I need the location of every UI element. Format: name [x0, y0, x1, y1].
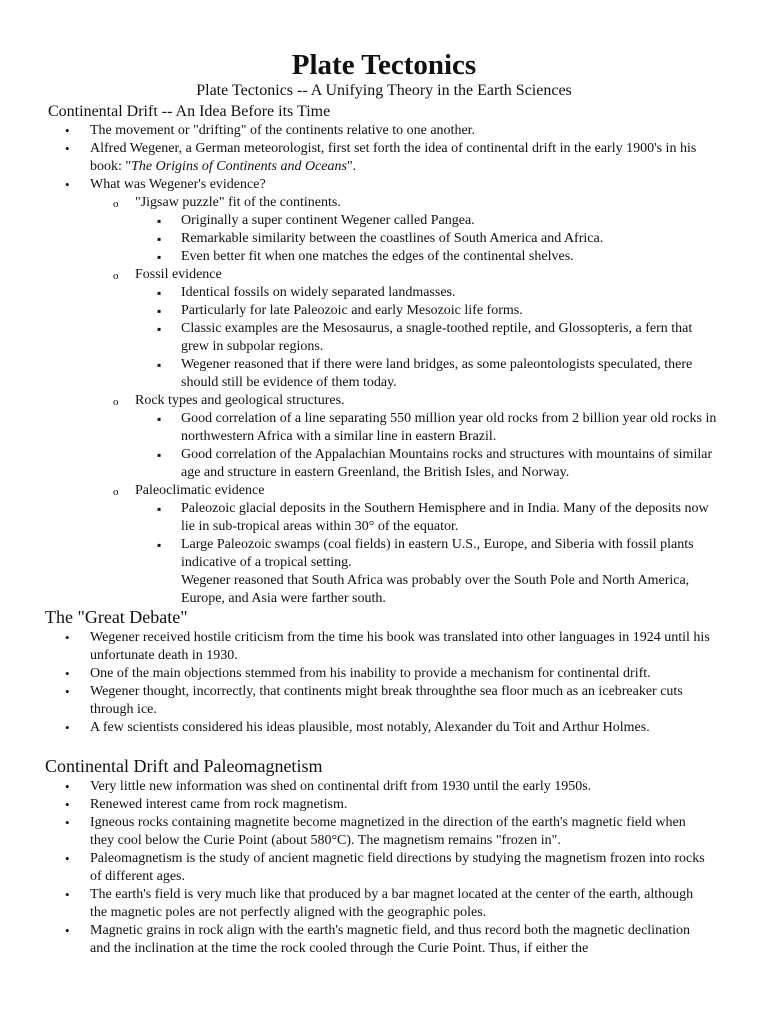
evidence-item: o "Jigsaw puzzle" fit of the continents. [0, 194, 768, 212]
list-item: • The movement or "drifting" of the continents relative to one another. [0, 122, 768, 140]
paleoclimate-note: Wegener reasoned that South Africa was probably over the South Pole and North America, Europe, and Asia were farther south. [181, 573, 690, 606]
detail-item: ▪ Originally a super continent Wegener called Pangea. [0, 212, 768, 230]
detail-item: ▪ Large Paleozoic swamps (coal fields) in eastern U.S., Europe, and Siberia with fossil plants indicative of a tropical setting. [0, 536, 768, 572]
evidence-item: o Rock types and geological structures. [0, 392, 768, 410]
evidence-item: o Fossil evidence [0, 266, 768, 284]
section-great-debate [0, 605, 768, 737]
sub-list-container [0, 194, 768, 608]
section-continental-drift [0, 102, 768, 608]
text-span: Alfred Wegener, a German meteorologist, first set forth the idea of continental drift in the early 1900's in his book: " [90, 141, 697, 174]
detail-item: ▪ Classic examples are the Mesosaurus, a snagle-toothed reptile, and Glossopteris, a fern that grew in subpolar regions. [0, 320, 768, 356]
sub-list-container [0, 500, 768, 608]
list-item [0, 140, 768, 176]
list-item: • Paleomagnetism is the study of ancient magnetic field directions by studying the magnetism frozen into rocks of different ages. [0, 850, 768, 886]
section-paleomagnetism [0, 754, 768, 958]
list-item: • What was Wegener's evidence? [0, 176, 768, 194]
list-item: • Renewed interest came from rock magnetism. [0, 796, 768, 814]
list-item: • Igneous rocks containing magnetite become magnetized in the direction of the earth's magnetic field when they cool below the Curie Point (about 580°C). The magnetism remains "frozen in". [0, 814, 768, 850]
bullet-list [0, 778, 768, 958]
list-item: • The earth's field is very much like that produced by a bar magnet located at the center of the earth, although the magnetic poles are not perfectly aligned with the geographic poles. [0, 886, 768, 922]
book-title: The Origins of Continents and Oceans [131, 159, 347, 174]
sub-list-container [0, 410, 768, 482]
list-item: • Wegener thought, incorrectly, that continents might break throughthe sea floor much as an icebreaker cuts through ice. [0, 683, 768, 719]
page-title: Plate Tectonics [291, 49, 477, 81]
text-span: ". [346, 159, 357, 174]
sub-list-container [0, 212, 768, 266]
detail-item: ▪ Even better fit when one matches the edges of the continental shelves. [0, 248, 768, 266]
sub-list-container [0, 284, 768, 392]
list-item: • A few scientists considered his ideas plausible, most notably, Alexander du Toit and Arthur Holmes. [0, 719, 768, 737]
section-heading: The "Great Debate" [45, 607, 188, 627]
page-subtitle: Plate Tectonics -- A Unifying Theory in the Earth Sciences [196, 82, 572, 99]
section-heading: Continental Drift -- An Idea Before its Time [48, 103, 331, 120]
detail-item: ▪ Remarkable similarity between the coastlines of South America and Africa. [0, 230, 768, 248]
detail-item: ▪ Good correlation of the Appalachian Mountains rocks and structures with mountains of similar age and structure in eastern Greenland, the British Isles, and Norway. [0, 446, 768, 482]
detail-item: ▪ Identical fossils on widely separated landmasses. [0, 284, 768, 302]
bullet-list [0, 122, 768, 608]
detail-list [0, 410, 768, 482]
detail-list [0, 212, 768, 266]
list-item: • One of the main objections stemmed from his inability to provide a mechanism for continental drift. [0, 665, 768, 683]
detail-list [0, 500, 768, 572]
detail-item: ▪ Particularly for late Paleozoic and early Mesozoic life forms. [0, 302, 768, 320]
list-item: • Very little new information was shed on continental drift from 1930 until the early 1950s. [0, 778, 768, 796]
detail-list [0, 284, 768, 392]
detail-item: ▪ Good correlation of a line separating 550 million year old rocks from 2 billion year old rocks in northwestern Africa with a similar line in eastern Brazil. [0, 410, 768, 446]
section-heading: Continental Drift and Paleomagnetism [45, 756, 323, 776]
evidence-item: o Paleoclimatic evidence [0, 482, 768, 500]
detail-item: ▪ Paleozoic glacial deposits in the Southern Hemisphere and in India. Many of the deposits now lie in sub-tropical areas within 30° of the equator. [0, 500, 768, 536]
detail-item: ▪ Wegener reasoned that if there were land bridges, as some paleontologists speculated, there should still be evidence of them today. [0, 356, 768, 392]
evidence-list [0, 194, 768, 608]
list-item: • Wegener received hostile criticism from the time his book was translated into other languages in 1924 until his unfortunate death in 1930. [0, 629, 768, 665]
bullet-list [0, 629, 768, 737]
list-item: • Magnetic grains in rock align with the earth's magnetic field, and thus record both the magnetic declination and the inclination at the time the rock cooled through the Curie Point. Thus, if either the [0, 922, 768, 958]
